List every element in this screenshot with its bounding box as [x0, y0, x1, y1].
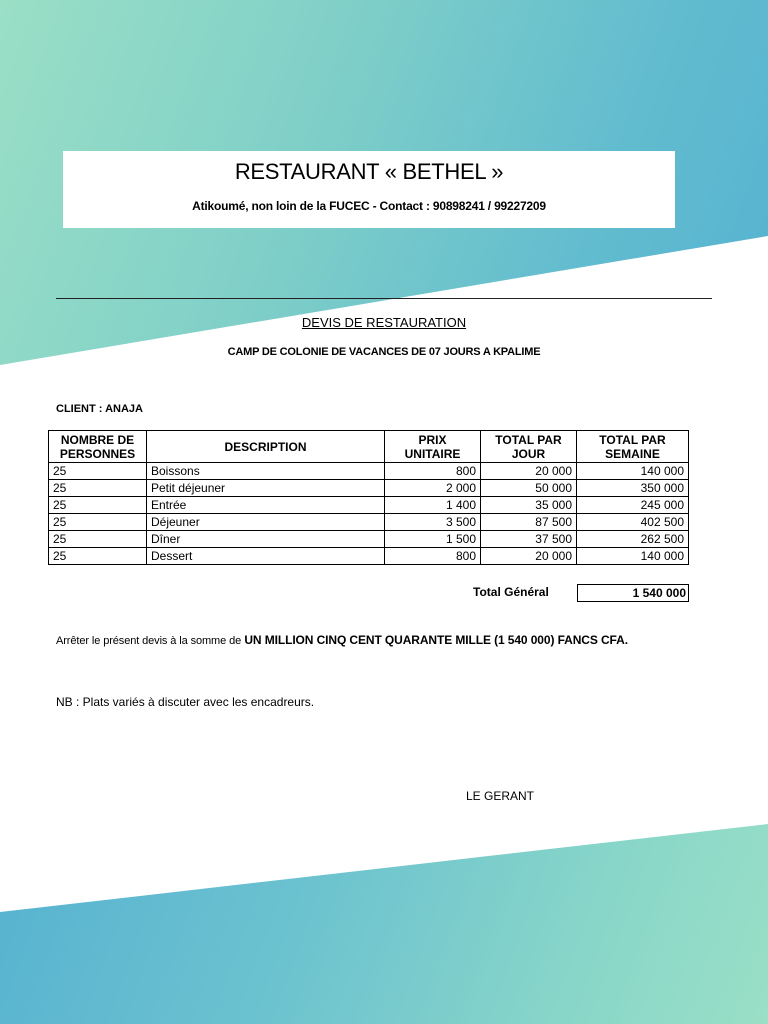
amount-in-words: UN MILLION CINQ CENT QUARANTE MILLE (1 540 000) FANCS CFA.: [244, 633, 628, 647]
table-row: [49, 514, 689, 531]
table-row: [49, 531, 689, 548]
cell-total-week: 245 000: [577, 497, 689, 514]
cell-total-week: 350 000: [577, 480, 689, 497]
restaurant-name: RESTAURANT « BETHEL »: [234, 159, 504, 184]
quote-table: [48, 430, 689, 565]
cell-description: Dîner: [147, 531, 385, 548]
letterhead: [63, 151, 675, 228]
cell-persons: 25: [49, 497, 147, 514]
cell-description: Dessert: [147, 548, 385, 565]
table-header-row: [49, 431, 689, 463]
restaurant-contact: Atikoumé, non loin de la FUCEC - Contact : 90898241 / 99227209: [192, 199, 546, 213]
cell-unit-price: 1 400: [385, 497, 481, 514]
signature-label: LE GERANT: [466, 789, 535, 803]
table-row: [49, 463, 689, 480]
cell-unit-price: 3 500: [385, 514, 481, 531]
header-total-day: TOTAL PAR JOUR: [481, 431, 577, 463]
cell-total-day: 35 000: [481, 497, 577, 514]
cell-unit-price: 1 500: [385, 531, 481, 548]
cell-persons: 25: [49, 463, 147, 480]
cell-unit-price: 800: [385, 463, 481, 480]
grand-total-label: Total Général: [473, 585, 549, 599]
cell-total-day: 37 500: [481, 531, 577, 548]
cell-total-week: 262 500: [577, 531, 689, 548]
cell-description: Petit déjeuner: [147, 480, 385, 497]
amount-sentence: [56, 633, 628, 647]
cell-total-day: 20 000: [481, 548, 577, 565]
amount-prefix: Arrêter le présent devis à la somme de: [56, 635, 242, 647]
cell-description: Entrée: [147, 497, 385, 514]
cell-total-day: 87 500: [481, 514, 577, 531]
table-row: [49, 548, 689, 565]
cell-total-day: 20 000: [481, 463, 577, 480]
cell-persons: 25: [49, 548, 147, 565]
header-total-week: TOTAL PAR SEMAINE: [577, 431, 689, 463]
cell-total-day: 50 000: [481, 480, 577, 497]
header-persons: NOMBRE DE PERSONNES: [49, 431, 147, 463]
cell-persons: 25: [49, 480, 147, 497]
background-bottom-gradient: [0, 820, 768, 1024]
header-unit-price: PRIX UNITAIRE: [385, 431, 481, 463]
document-subtitle: CAMP DE COLONIE DE VACANCES DE 07 JOURS A KPALIME: [227, 346, 541, 358]
client-name: CLIENT : ANAJA: [56, 403, 143, 415]
table-row: [49, 497, 689, 514]
cell-total-week: 402 500: [577, 514, 689, 531]
cell-persons: 25: [49, 514, 147, 531]
cell-total-week: 140 000: [577, 548, 689, 565]
cell-unit-price: 800: [385, 548, 481, 565]
grand-total-value: 1 540 000: [577, 584, 689, 602]
cell-persons: 25: [49, 531, 147, 548]
cell-description: Boissons: [147, 463, 385, 480]
header-description: DESCRIPTION: [147, 431, 385, 463]
document-title: DEVIS DE RESTAURATION: [301, 315, 467, 330]
cell-unit-price: 2 000: [385, 480, 481, 497]
note: NB : Plats variés à discuter avec les encadreurs.: [56, 695, 315, 709]
cell-description: Déjeuner: [147, 514, 385, 531]
table-row: [49, 480, 689, 497]
horizontal-divider: [56, 298, 712, 299]
cell-total-week: 140 000: [577, 463, 689, 480]
